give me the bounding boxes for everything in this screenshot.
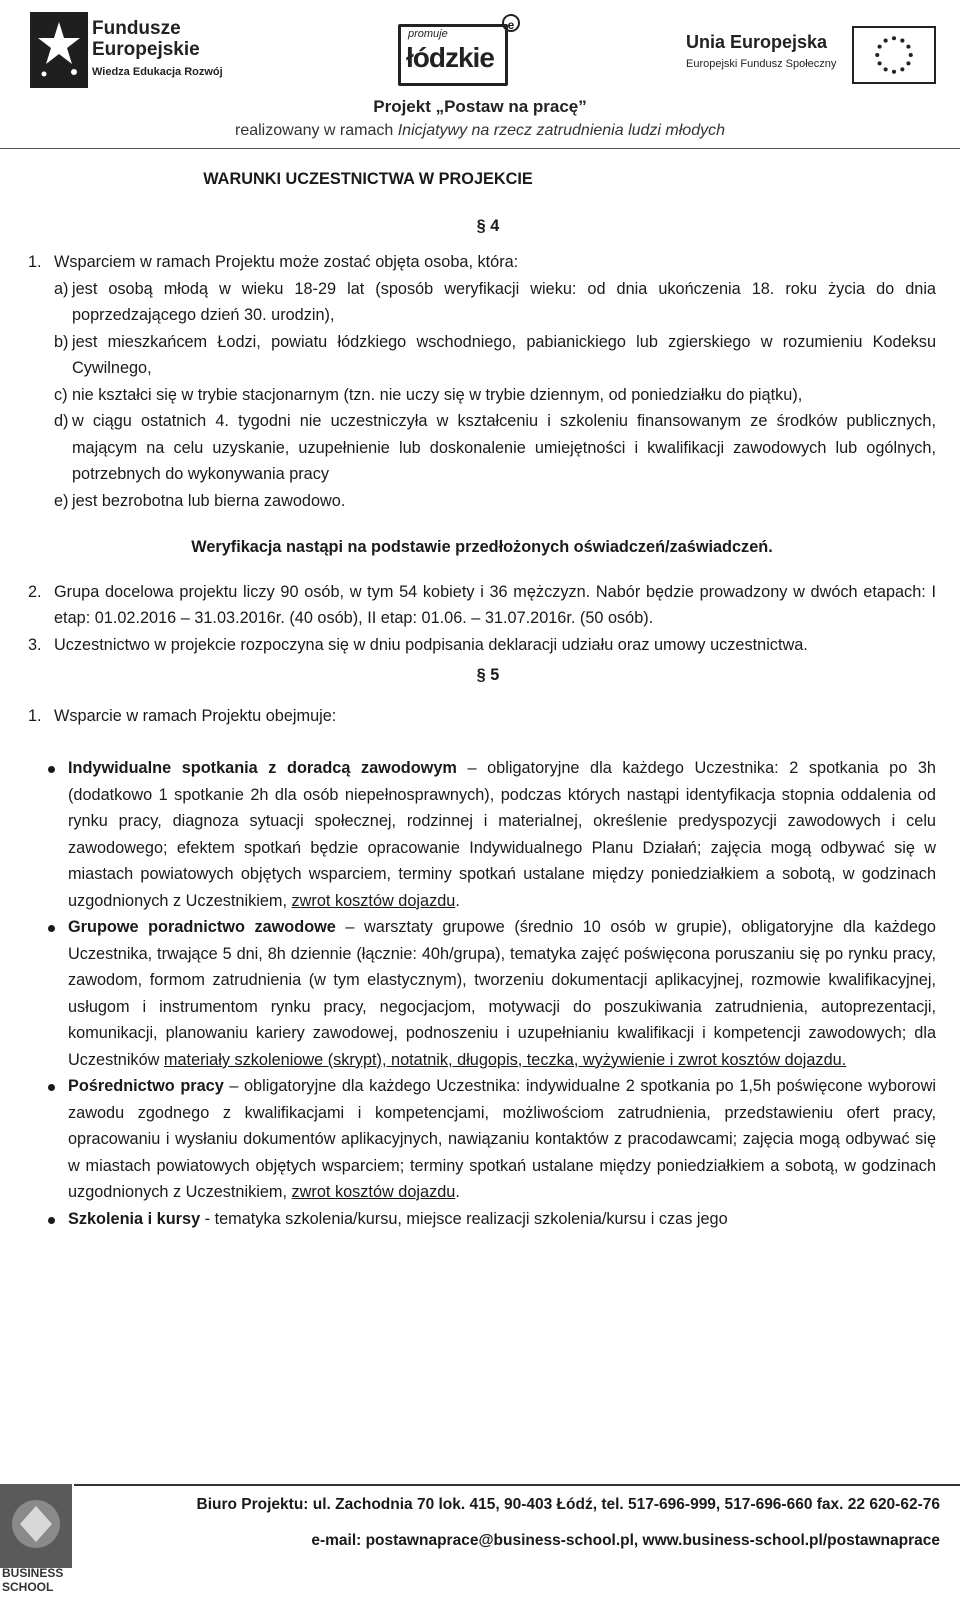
eu-flag-icon: [852, 26, 936, 84]
bullet-dot-icon: [48, 925, 55, 932]
fe-star-icon: [30, 12, 88, 88]
page-header: [0, 0, 960, 150]
subitem-b: [28, 329, 936, 382]
bullet-dot-icon: [48, 766, 55, 773]
subitem-c-text: nie kształci się w trybie stacjonarnym (tzn. nie uczy się w trybie dziennym, od poniedziałku do piątku),: [72, 385, 803, 404]
section4-item2-number: 2.: [28, 582, 42, 601]
footer-address: Biuro Projektu: ul. Zachodnia 70 lok. 415, 90-403 Łódź, tel. 517-696-999, 517-696-660 fax. 22 620-62-76: [196, 1496, 940, 1513]
bullet-2-text: – warsztaty grupowe (średnio 10 osób w grupie), obligatoryjne dla każdego Uczestnika, trwające 5 dni, 8h dziennie (łącznie: 40h/grupa), tematyka zajęć poświęcona poruszaniu się po rynku pracy, zawodom, formom zatrudnienia (w tym elastycznym), tworzeniu dokumentacji aplikacyjnej, rozmowie kwalifikacyjnej, usługom i instrumentom rynku pracy, negocjacjom, motywacji do poszukiwania zatrudnienia, autoprezentacji, komunikacji, planowaniu kariery zawodowej, podnoszeniu i uzupełnianiu kwalifikacji i kompetencji zawodowych; dla Uczestników: [68, 918, 936, 1069]
verification-note: Weryfikacja nastąpi na podstawie przedłożonych oświadczeń/zaświadczeń.: [191, 538, 773, 556]
ue-title: Unia Europejska: [686, 32, 828, 52]
bullet-job-placement: [28, 1073, 936, 1206]
section5-item1: [28, 703, 936, 730]
bullet-individual-counselling: [28, 755, 936, 914]
bullet-3-tail: .: [455, 1183, 460, 1201]
subitem-d: [28, 408, 936, 488]
section4-sign: § 4: [476, 216, 500, 235]
section4-item3-text: Uczestnictwo w projekcie rozpoczyna się w dniu podpisania deklaracji udziału oraz umowy uczestnictwa.: [54, 635, 808, 654]
subitem-a-text: jest osobą młodą w wieku 18-29 lat (sposób weryfikacji wieku: od dnia ukończenia 18. roku życia do dnia poprzedzającego dzień 30. urodzin),: [72, 279, 936, 324]
subitem-d-label: d): [54, 412, 69, 430]
project-subtitle: [0, 122, 960, 140]
document-body: [28, 166, 936, 1232]
lodz-big-text: łódzkie: [406, 42, 494, 73]
subitem-b-text: jest mieszkańcem Łodzi, powiatu łódzkiego wschodniego, pabianickiego lub zgierskiego w rozumieniu Kodeksu Cywilnego,: [72, 332, 936, 377]
footer-contact: e-mail: postawnaprace@business-school.pl, www.business-school.pl/postawnaprace: [311, 1532, 940, 1549]
subitem-b-label: b): [54, 332, 69, 351]
section4-item2-text: Grupa docelowa projektu liczy 90 osób, w tym 54 kobiety i 36 mężczyzn. Nabór będzie prowadzony w dwóch etapach: I etap: 01.02.2016 – 31.03.2016r. (40 osób), II etap: 01.06. – 31.07.2016r. (50 osób).: [54, 582, 936, 627]
section4-item2: [28, 579, 936, 632]
subitem-c: [28, 382, 936, 409]
project-title: Projekt „Postaw na pracę”: [373, 97, 587, 116]
promuje-lodzkie-logo: [398, 14, 524, 90]
project-subtitle-initiative: Inicjatywy na rzecz zatrudnienia ludzi młodych: [397, 122, 725, 139]
section4-item3: [28, 632, 936, 659]
footer-divider: [74, 1484, 960, 1486]
business-school-line2: SCHOOL: [2, 1580, 54, 1594]
section4-item1: [28, 249, 936, 276]
bullet-1-underlined: zwrot kosztów dojazdu: [291, 891, 456, 910]
subitem-c-label: c): [54, 385, 68, 404]
ue-subtitle: Europejski Fundusz Społeczny: [686, 58, 837, 70]
bullet-1-tail: .: [455, 891, 460, 910]
section4-item1-number: 1.: [28, 253, 42, 271]
bullet-3-title: Pośrednictwo pracy: [68, 1077, 224, 1095]
business-school-line1: BUSINESS: [2, 1566, 64, 1580]
section5-item1-text: Wsparcie w ramach Projektu obejmuje:: [54, 706, 337, 725]
fe-line3: Wiedza Edukacja Rozwój: [92, 66, 223, 78]
bullet-1-title: Indywidualne spotkania z doradcą zawodowym: [68, 759, 457, 777]
fundusze-europejskie-logo: [30, 12, 260, 88]
section4-item3-number: 3.: [28, 635, 42, 654]
bullet-2-underlined: materiały szkoleniowe (skrypt), notatnik, długopis, teczka, wyżywienie i zwrot kosztów dojazdu.: [163, 1050, 847, 1069]
section5-item1-number: 1.: [28, 706, 42, 725]
subitem-e: [28, 488, 936, 515]
fe-line1: Fundusze: [92, 18, 181, 39]
bullet-2-title: Grupowe poradnictwo zawodowe: [68, 918, 336, 936]
lodz-small-text: promuje: [408, 28, 448, 40]
project-subtitle-prefix: realizowany w ramach: [235, 122, 398, 139]
bullet-trainings: [28, 1206, 936, 1233]
bullet-3-underlined: zwrot kosztów dojazdu: [291, 1183, 456, 1201]
bullet-3-text: – obligatoryjne dla każdego Uczestnika: indywidualne 2 spotkania po 1,5h poświęcone wyborowi zawodu zgodnego z kwalifikacjami i kompetencjami, możliwościom zatrudnienia, przedstawieniu ofert pracy, opracowaniu i wysłaniu dokumentów aplikacyjnych, nawiązaniu kontaktów z pracodawcami; zajęcia mogą odbywać się w miastach powiatowych objętych wsparciem; terminy spotkań ustalane między poniedziałkiem a sobotą, w godzinach uzgodnionych z Uczestnikiem,: [68, 1077, 936, 1201]
business-school-emblem-icon: [0, 1484, 72, 1568]
section5-sign: § 5: [476, 666, 500, 684]
bullet-4-title: Szkolenia i kursy: [68, 1209, 201, 1228]
bullet-group-counselling: [28, 914, 936, 1073]
lodz-e-mark: e: [502, 14, 520, 32]
subitem-e-label: e): [54, 491, 69, 510]
page-footer: [0, 1484, 960, 1613]
bullet-dot-icon: [48, 1084, 55, 1091]
fe-line2: Europejskie: [92, 39, 200, 60]
main-heading: WARUNKI UCZESTNICTWA W PROJEKCIE: [203, 170, 533, 188]
subitem-e-text: jest bezrobotna lub bierna zawodowo.: [72, 491, 346, 510]
bullet-1-text: – obligatoryjne dla każdego Uczestnika: 2 spotkania po 3h (dodatkowo 1 spotkanie 2h dla osób niepełnosprawnych), podczas których nastąpi identyfikacja stopnia oddalenia od rynku pracy, diagnoza sytuacji społecznej, rodzinnej i materialnej, określenie predyspozycji zawodowych i celu zawodowego; efektem spotkań będzie opracowanie Indywidualnego Planu Działań; zajęcia mogą odbywać się w miastach powiatowych objętych wsparciem, terminy spotkań ustalane między poniedziałkiem a sobotą, w godzinach uzgodnionych z Uczestnikiem,: [68, 759, 936, 910]
subitem-a: [28, 276, 936, 329]
subitem-d-text: w ciągu ostatnich 4. tygodni nie uczestniczyła w kształceniu i szkoleniu finansowanym ze środków publicznych, mającym na celu uzyskanie, uzupełnienie lub doskonalenie umiejętności i kwalifikacji zawodowych lub ogólnych, potrzebnych do wykonywania pracy: [72, 412, 936, 483]
section4-item1-text: Wsparciem w ramach Projektu może zostać objęta osoba, która:: [54, 253, 519, 271]
subitem-a-label: a): [54, 279, 69, 298]
business-school-logo: [0, 1484, 72, 1613]
bullet-4-text: - tematyka szkolenia/kursu, miejsce realizacji szkolenia/kursu i czas jego: [200, 1209, 728, 1228]
bullet-dot-icon: [48, 1217, 55, 1224]
header-divider: [0, 148, 960, 149]
unia-europejska-logo: [686, 26, 936, 86]
